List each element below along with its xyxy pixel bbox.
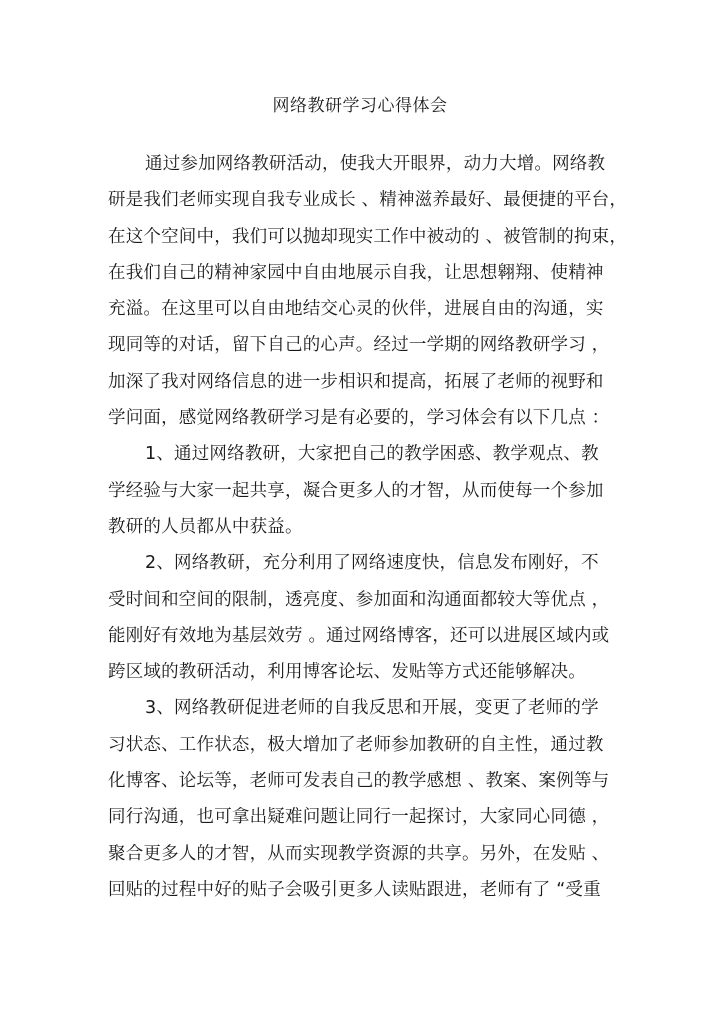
body-text-line: 研是我们老师实现自我专业成长 、精神滋养最好、最便捷的平台，: [108, 190, 628, 211]
body-text-line: 在这个空间中，我们可以抛却现实工作中被动的 、被管制的拘束，: [108, 226, 628, 247]
body-text-line: 学问面，感觉网络教研学习是有必要的，学习体会有以下几点 ：: [108, 408, 610, 429]
body-text-line: 能刚好有效地为基层效劳 。通过网络博客，还可以进展区域内或: [108, 625, 610, 646]
body-text-line: 通过参加网络教研活动，使我大开眼界，动力大增。网络教: [145, 154, 606, 174]
document-title: 网络教研学习心得体会: [272, 96, 448, 116]
body-text-line: 2、网络教研，充分利用了网络速度快，信息发布刚好，不: [145, 553, 599, 574]
body-text-line: 同行沟通，也可拿出疑难问题让同行一起探讨，大家同心同德 ，: [108, 807, 610, 828]
body-text-line: 教研的人员都从中获益。: [108, 516, 303, 537]
body-text-line: 3、网络教研促进老师的自我反思和开展，变更了老师的学: [145, 698, 599, 719]
body-text-line: 加深了我对网络信息的进一步相识和提高，拓展了老师的视野和: [108, 371, 604, 392]
document-body: [108, 146, 628, 908]
body-text-line: 化博客、论坛等，老师可发表自己的教学感想 、教案、案例等与: [108, 771, 610, 792]
body-text-line: 学经验与大家一起共享，凝合更多人的才智，从而使每一个参加: [108, 480, 604, 501]
body-text-line: 聚合更多人的才智，从而实现教学资源的共享。另外，在发贴 、: [108, 843, 610, 864]
body-text-line: 1、通过网络教研，大家把自己的教学困惑、教学观点、教: [145, 444, 599, 465]
body-text-line: 充溢。在这里可以自由地结交心灵的伙伴，进展自由的沟通，实: [108, 299, 604, 320]
body-text-line: 现同等的对话，留下自己的心声。经过一学期的网络教研学习 ，: [108, 335, 610, 356]
body-text-line: 回贴的过程中好的贴子会吸引更多人读贴跟进，老师有了 “受重: [108, 879, 601, 900]
body-text-line: 在我们自己的精神家园中自由地展示自我，让思想翱翔、使精神: [108, 262, 604, 283]
body-text-line: 跨区域的教研活动，利用博客论坛、发贴等方式还能够解决。: [108, 662, 586, 683]
body-text-line: 习状态、工作状态，极大增加了老师参加教研的自主性，通过教: [108, 734, 604, 755]
body-text-line: 受时间和空间的限制，透亮度、参加面和沟通面都较大等优点 ，: [108, 589, 610, 610]
